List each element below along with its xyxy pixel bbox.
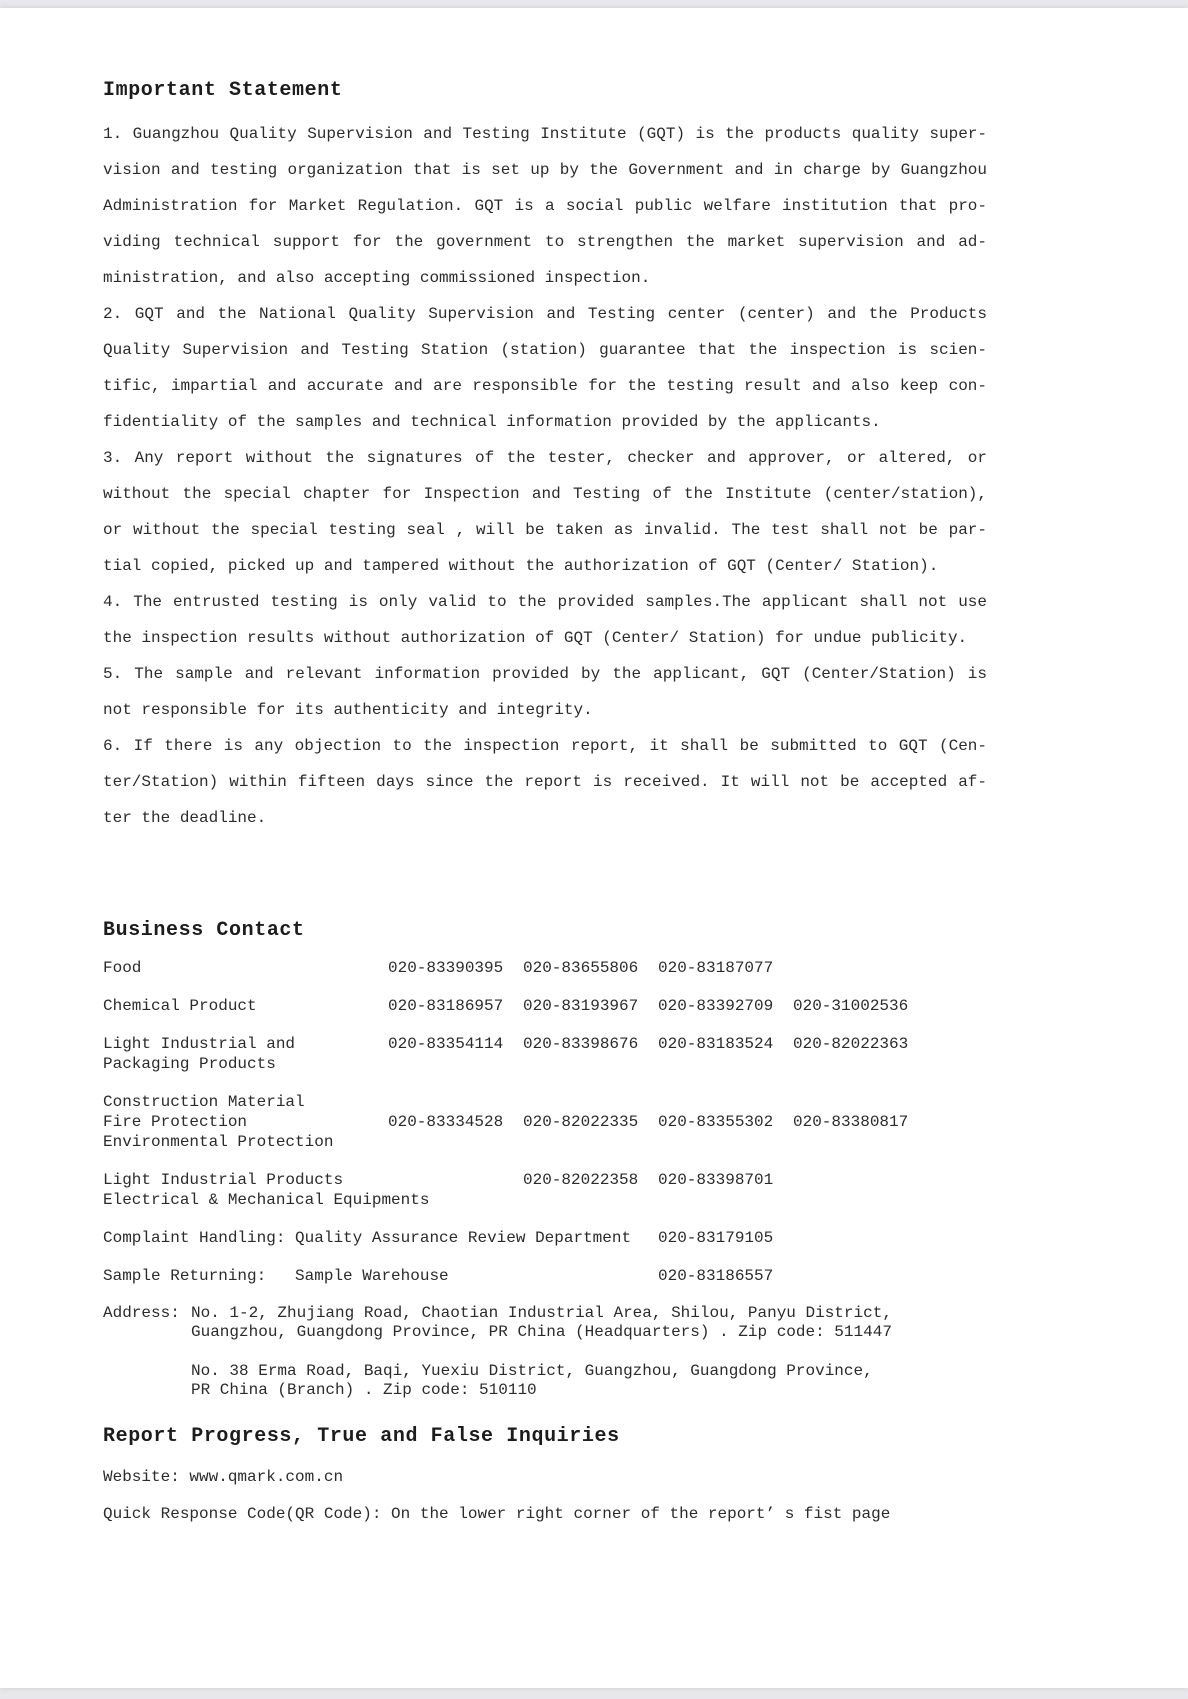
- contact-phone: 020-83398701: [658, 1171, 774, 1189]
- contact-phone: 020-83655806: [523, 959, 639, 977]
- contact-label-line: Environmental Protection: [103, 1133, 334, 1151]
- contact-phone: 020-83398676: [523, 1035, 639, 1053]
- contact-phone: 020-83179105: [658, 1229, 774, 1247]
- contact-label: [103, 1266, 658, 1286]
- contact-phone: 020-83186957: [388, 997, 504, 1015]
- statement-line: tific, impartial and accurate and are responsible for the testing result and also keep con-: [103, 377, 987, 395]
- contact-label-line: Electrical & Mechanical Equipments: [103, 1191, 430, 1209]
- contact-phone: 020-82022335: [523, 1113, 639, 1131]
- contact-table: [103, 958, 987, 1286]
- document-paper: [0, 8, 1188, 1688]
- contact-label-line: Fire Protection: [103, 1113, 248, 1131]
- contact-row: [103, 996, 987, 1016]
- address-branch: [191, 1362, 987, 1400]
- contact-phone: 020-83193967: [523, 997, 639, 1015]
- statement-line: ter the deadline.: [103, 809, 267, 827]
- contact-row: [103, 1228, 987, 1248]
- contact-label: [103, 1092, 388, 1152]
- contact-label: [103, 1170, 430, 1210]
- contact-label-line: Food: [103, 959, 142, 977]
- statement-line: Quality Supervision and Testing Station (station) guarantee that the inspection is scien-: [103, 341, 987, 359]
- statement-heading: Important Statement: [103, 79, 343, 102]
- statement-line: the inspection results without authorization of GQT (Center/ Station) for undue publicity.: [103, 629, 968, 647]
- statement-line: 6. If there is any objection to the inspection report, it shall be submitted to GQT (Cen-: [103, 737, 987, 755]
- contact-row: [103, 958, 987, 978]
- contact-label: [103, 1034, 388, 1074]
- contact-phone: 020-83380817: [793, 1113, 909, 1131]
- contact-phone: 020-83355302: [658, 1113, 774, 1131]
- address-line: PR China (Branch) . Zip code: 510110: [191, 1381, 537, 1399]
- statement-line: Administration for Market Regulation. GQT is a social public welfare institution that pro-: [103, 197, 987, 215]
- document-content: [0, 8, 987, 1524]
- contact-label-line: Light Industrial Products: [103, 1171, 344, 1189]
- statement-line: vision and testing organization that is set up by the Government and in charge by Guangzhou: [103, 161, 987, 179]
- statement-line: 5. The sample and relevant information provided by the applicant, GQT (Center/Station) is: [103, 665, 987, 683]
- statement-line: 4. The entrusted testing is only valid to the provided samples.The applicant shall not use: [103, 593, 987, 611]
- contact-phone: 020-31002536: [793, 997, 909, 1015]
- address-block: [103, 1304, 987, 1400]
- statement-line: or without the special testing seal , will be taken as invalid. The test shall not be par-: [103, 521, 987, 539]
- contact-phone: 020-82022358: [523, 1171, 639, 1189]
- contact-label-line: Complaint Handling: Quality Assurance Review Department: [103, 1229, 632, 1247]
- contact-phone: 020-83183524: [658, 1035, 774, 1053]
- statement-line: 3. Any report without the signatures of the tester, checker and approver, or altered, or: [103, 449, 987, 467]
- contact-label-line: Chemical Product: [103, 997, 257, 1015]
- contact-phone: 020-83186557: [658, 1267, 774, 1285]
- statement-line: 2. GQT and the National Quality Supervision and Testing center (center) and the Products: [103, 305, 987, 323]
- contact-row: [103, 1170, 987, 1210]
- statement-line: fidentiality of the samples and technical information provided by the applicants.: [103, 413, 881, 431]
- contact-label-line: Light Industrial and: [103, 1035, 296, 1053]
- statement-line: not responsible for its authenticity and integrity.: [103, 701, 593, 719]
- inquiries-heading: Report Progress, True and False Inquiries: [103, 1425, 620, 1448]
- contact-phone: 020-83392709: [658, 997, 774, 1015]
- contact-label-line: Construction Material: [103, 1093, 305, 1111]
- contact-label-line: Packaging Products: [103, 1055, 276, 1073]
- contact-phone: 020-83354114: [388, 1035, 504, 1053]
- address-label: Address:: [103, 1304, 180, 1322]
- statement-paragraphs: [103, 116, 987, 836]
- statement-line: tial copied, picked up and tampered without the authorization of GQT (Center/ Station).: [103, 557, 939, 575]
- website-line: Website: www.qmark.com.cn: [103, 1468, 344, 1486]
- address-line: No. 1-2, Zhujiang Road, Chaotian Industrial Area, Shilou, Panyu District,: [191, 1304, 892, 1322]
- address-line: No. 38 Erma Road, Baqi, Yuexiu District, Guangzhou, Guangdong Province,: [191, 1362, 873, 1380]
- contact-label: [103, 1228, 658, 1248]
- contact-heading: Business Contact: [103, 919, 305, 942]
- contact-label-line: Sample Returning: Sample Warehouse: [103, 1267, 449, 1285]
- contact-phone: 020-83187077: [658, 959, 774, 977]
- address-headquarters: [191, 1304, 987, 1342]
- qr-code-line: Quick Response Code(QR Code): On the lower right corner of the report’ s fist page: [103, 1505, 891, 1523]
- contact-label: [103, 996, 388, 1016]
- statement-line: 1. Guangzhou Quality Supervision and Testing Institute (GQT) is the products quality super-: [103, 125, 987, 143]
- address-gap: [191, 1342, 987, 1362]
- statement-line: viding technical support for the government to strengthen the market supervision and ad-: [103, 233, 987, 251]
- statement-line: without the special chapter for Inspection and Testing of the Institute (center/station),: [103, 485, 987, 503]
- statement-line: ministration, and also accepting commissioned inspection.: [103, 269, 651, 287]
- address-line: Guangzhou, Guangdong Province, PR China (Headquarters) . Zip code: 511447: [191, 1323, 892, 1341]
- contact-row: [103, 1034, 987, 1074]
- contact-phone: 020-82022363: [793, 1035, 909, 1053]
- contact-row: [103, 1266, 987, 1286]
- contact-row: [103, 1092, 987, 1152]
- statement-line: ter/Station) within fifteen days since the report is received. It will not be accepted af-: [103, 773, 987, 791]
- contact-label: [103, 958, 388, 978]
- contact-phone: 020-83334528: [388, 1113, 504, 1131]
- contact-phone: 020-83390395: [388, 959, 504, 977]
